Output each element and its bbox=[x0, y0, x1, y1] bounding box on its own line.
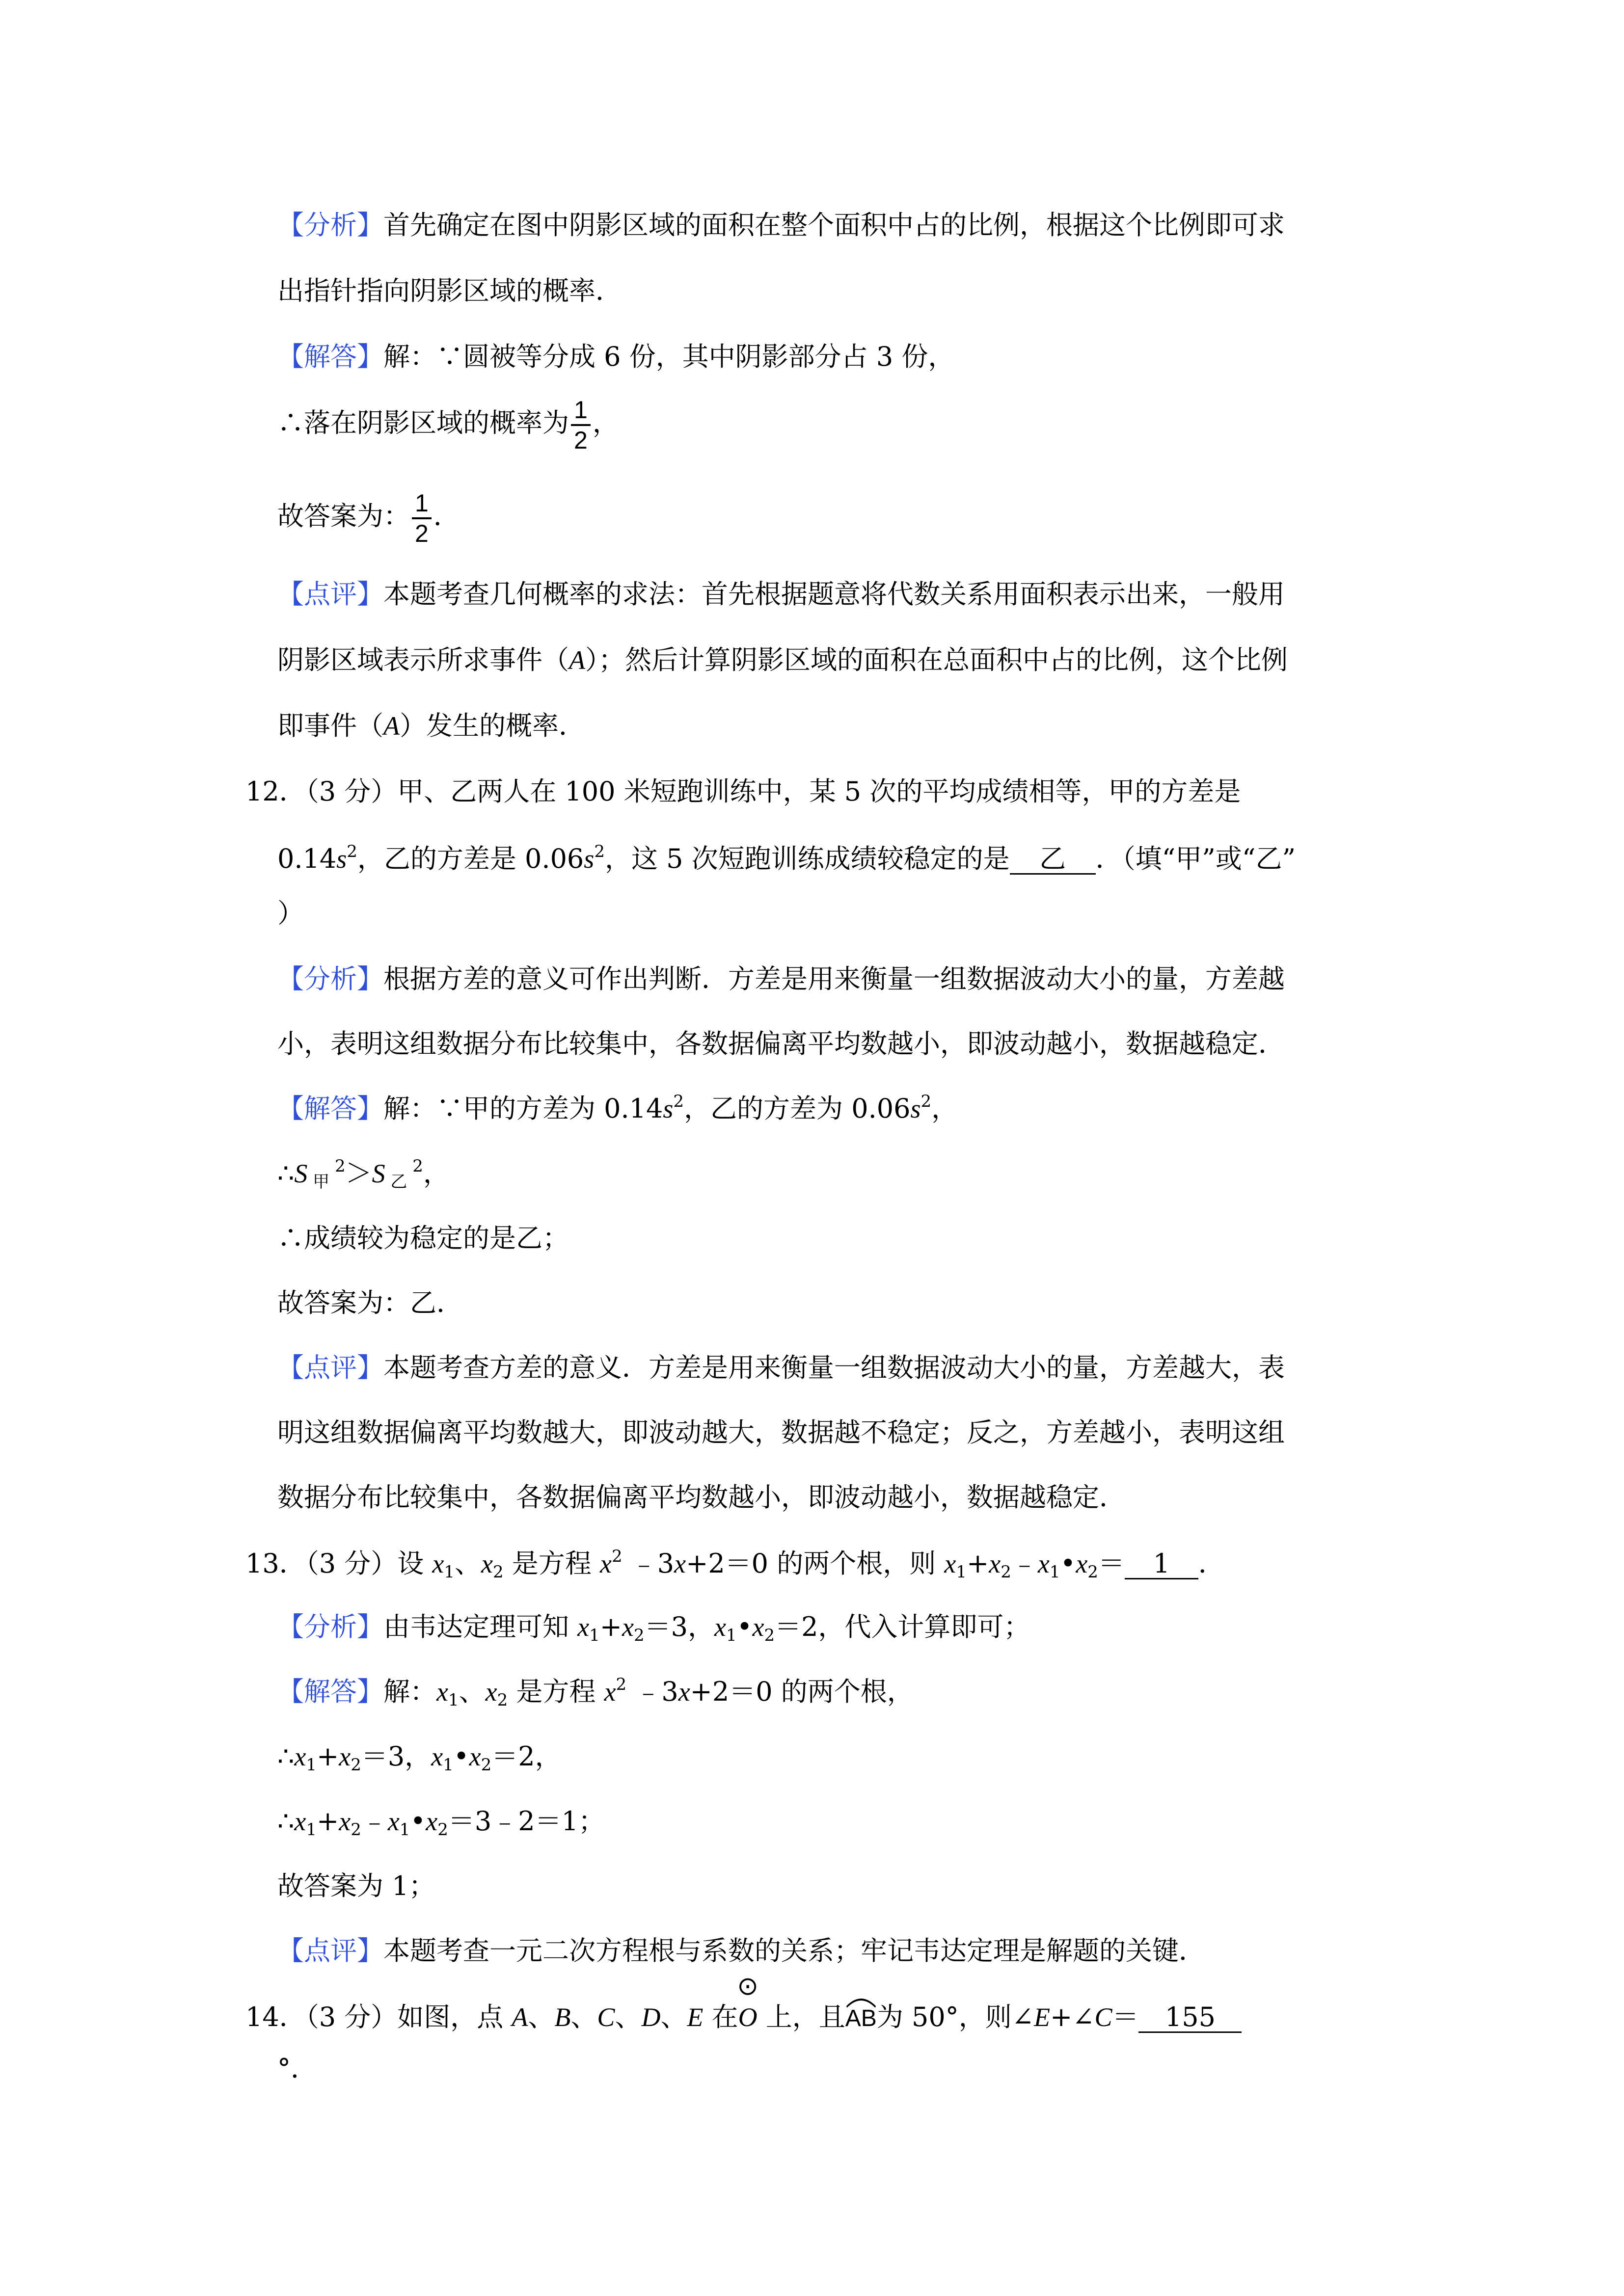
q12-comment-line-3: 数据分布比较集中，各数据偏离平均数越小，即波动越小，数据越稳定． bbox=[277, 1482, 1126, 1513]
solution-tag: 【解答】 bbox=[277, 341, 383, 372]
analysis-tag: 【分析】 bbox=[277, 210, 383, 240]
q13-answer-line: 故答案为 1； bbox=[277, 1870, 435, 1901]
q12-answer-line: 故答案为：乙． bbox=[277, 1287, 463, 1318]
q13-solution-line-1: 【解答】解：$x_1$、$x_2$ 是方程 $x^2$ ﹣3x+2＝0 的两个根， bbox=[277, 1675, 914, 1710]
q11-answer-line: 故答案为： $\frac{1}{2}$ ． bbox=[277, 489, 460, 547]
q12-stem-line-1: 12．（3 分）甲、乙两人在 100 米短跑训练中，某 5 次的平均成绩相等，甲的方差是 bbox=[245, 776, 1241, 807]
q12-solution-line-2: ∴S $_甲$ $^2$＞S $_乙$ $^2$， bbox=[277, 1156, 450, 1192]
q13-analysis-line: 【分析】由韦达定理可知 $x_1+x_2=3$，$x_1•x_2=2$，代入计算即可； bbox=[277, 1611, 1030, 1645]
arc-mark-icon bbox=[845, 1995, 877, 2008]
q12-analysis-line-2: 小，表明这组数据分布比较集中，各数据偏离平均数越小，即波动越小，数据越稳定． bbox=[277, 1028, 1285, 1059]
comment-tag: 【点评】 bbox=[277, 1352, 383, 1383]
q13-solution-line-2: $\therefore x_1+x_2=3$，$x_1•x_2=2$， bbox=[277, 1741, 562, 1775]
q13-comment-line: 【点评】本题考查一元二次方程根与系数的关系；牢记韦达定理是解题的关键． bbox=[277, 1935, 1205, 1966]
arc-ab: AB bbox=[845, 2007, 877, 2030]
analysis-tag: 【分析】 bbox=[277, 963, 383, 994]
q11-comment-line-3: 即事件（A）发生的概率． bbox=[277, 710, 585, 741]
q13-solution-line-3: $\therefore x_1+x_2﹣x_1•x_2=3﹣2=1$； bbox=[277, 1806, 605, 1840]
solution-tag: 【解答】 bbox=[277, 1676, 383, 1707]
answer-blank: 乙 bbox=[1010, 844, 1096, 875]
q12-stem-line-3: ） bbox=[277, 898, 304, 929]
q11-comment-line-1: 【点评】本题考查几何概率的求法：首先根据题意将代数关系用面积表示出来，一般用 bbox=[277, 579, 1285, 610]
comment-tag: 【点评】 bbox=[277, 1935, 383, 1966]
circle-o-symbol: ⊙ O bbox=[737, 1972, 758, 2032]
q11-solution-line-1: 【解答】解：∵圆被等分成 6 份，其中阴影部分占 3 份， bbox=[277, 341, 955, 372]
q11-analysis-line-2: 出指针指向阴影区域的概率． bbox=[277, 275, 622, 306]
answer-blank: 1 bbox=[1125, 1549, 1198, 1579]
solution-tag: 【解答】 bbox=[277, 1093, 383, 1124]
answer-blank: 155 bbox=[1138, 2002, 1242, 2033]
comment-tag: 【点评】 bbox=[277, 579, 383, 610]
fraction-one-half: $\frac{1}{2}$ bbox=[412, 491, 432, 546]
q12-solution-line-3: ∴成绩较为稳定的是乙； bbox=[277, 1223, 569, 1254]
q14-stem-line-1: 14．（3 分）如图，点 A、B、C、D、E 在 ⊙ O 上，且 AB为 50°，则∠E+∠C＝ 155 bbox=[245, 2002, 1242, 2033]
q13-stem: 13．（3 分）设 $x_1$、$x_2$ 是方程 $x^2$ ﹣3x+2＝0 的两个根，则 $x_1+x_2﹣x_1•x_2= 1$ ． bbox=[245, 1547, 1225, 1582]
fraction-one-half: $\frac{1}{2}$ bbox=[571, 398, 591, 453]
q14-stem-line-2: °． bbox=[277, 2053, 317, 2084]
q12-stem-line-2: $0.14s^2$，乙的方差是 $0.06s^2$，这 5 次短跑训练成绩较稳定的是 乙 ．（填“甲”或“乙” bbox=[277, 842, 1296, 874]
q12-solution-line-1: 【解答】解：∵甲的方差为 $0.14s^2$，乙的方差为 $0.06s^2$， bbox=[277, 1092, 958, 1124]
q12-comment-line-2: 明这组数据偏离平均数越大，即波动越大，数据越不稳定；反之，方差越小，表明这组 bbox=[277, 1417, 1285, 1448]
analysis-tag: 【分析】 bbox=[277, 1611, 383, 1642]
q11-analysis-line-1: 【分析】首先确定在图中阴影区域的面积在整个面积中占的比例，根据这个比例即可求 bbox=[277, 210, 1285, 240]
q12-analysis-line-1: 【分析】根据方差的意义可作出判断．方差是用来衡量一组数据波动大小的量，方差越 bbox=[277, 963, 1285, 994]
q11-solution-line-2: ∴落在阴影区域的概率为 $\frac{1}{2}$ ， bbox=[277, 396, 619, 454]
q11-comment-line-2: 阴影区域表示所求事件（A）；然后计算阴影区域的面积在总面积中占的比例，这个比例 bbox=[277, 644, 1288, 675]
q12-comment-line-1: 【点评】本题考查方差的意义．方差是用来衡量一组数据波动大小的量，方差越大，表 bbox=[277, 1352, 1285, 1383]
